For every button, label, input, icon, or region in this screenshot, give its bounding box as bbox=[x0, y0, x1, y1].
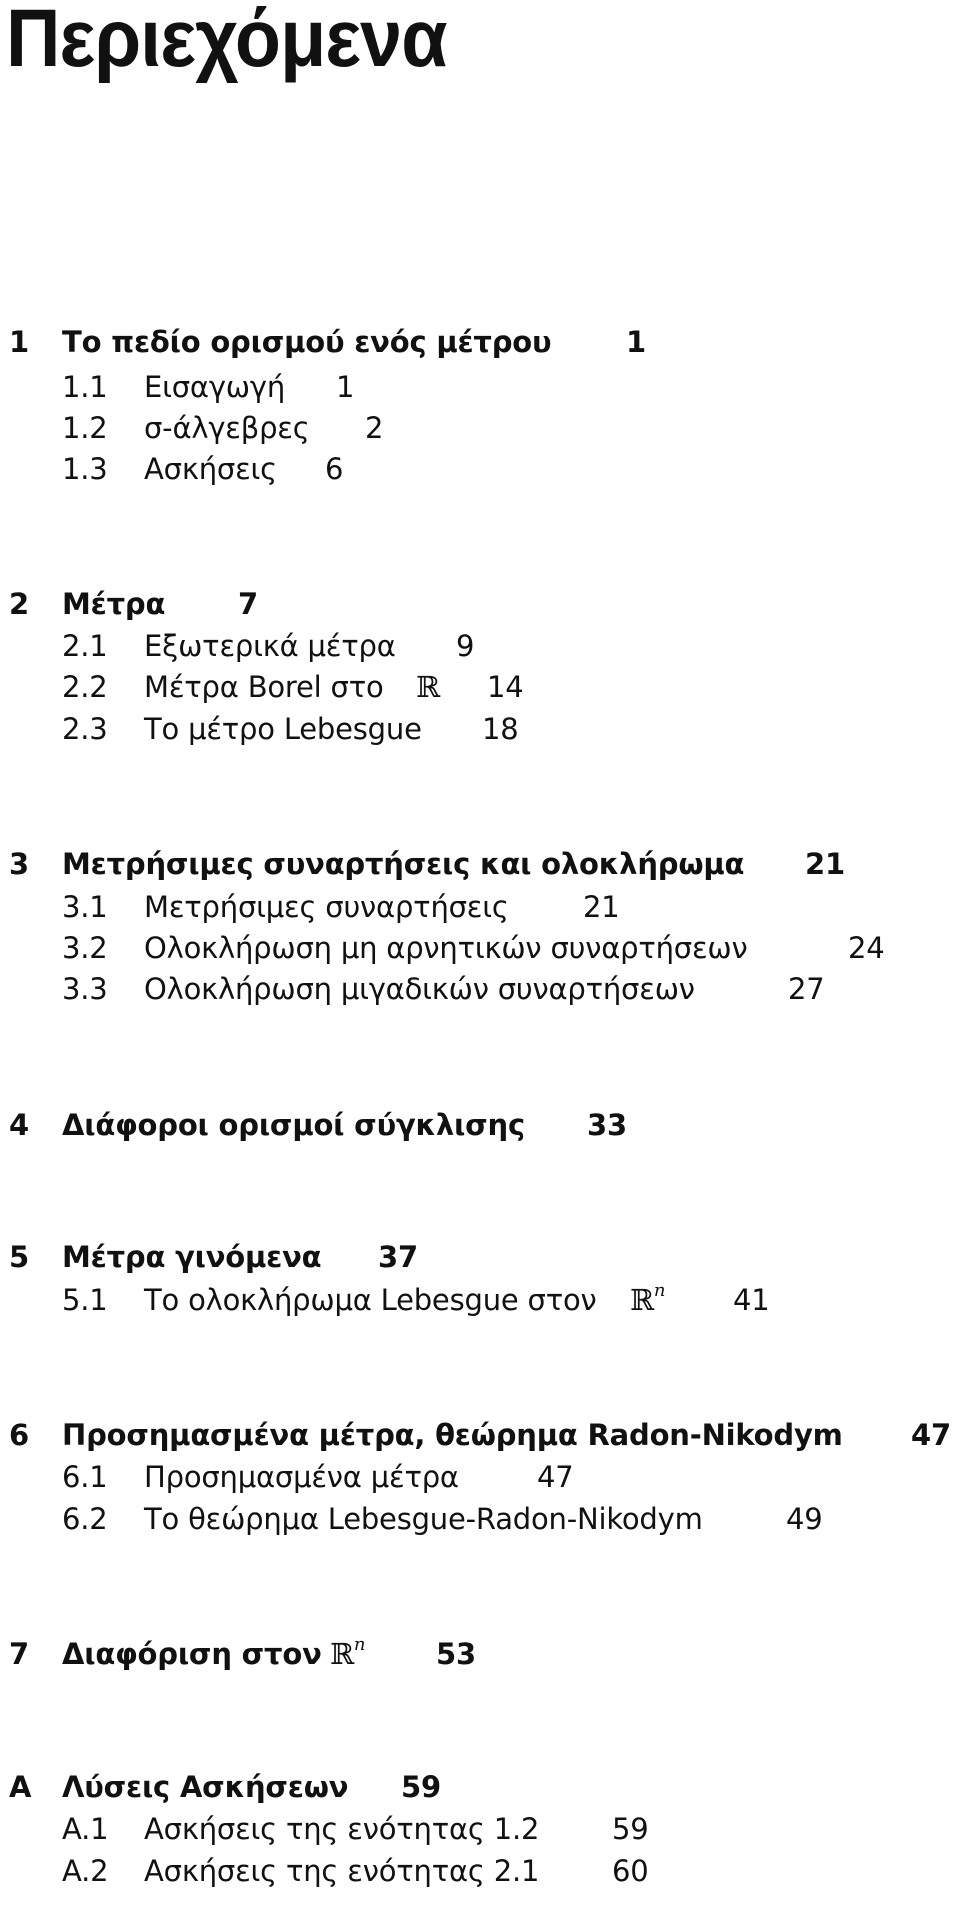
page-number: 59 bbox=[612, 1812, 649, 1846]
chapter-number: 1 bbox=[9, 325, 29, 359]
real-numbers-symbol: ℝ bbox=[416, 670, 440, 704]
chapter-title: Μετρήσιμες συναρτήσεις και ολοκλήρωμα bbox=[62, 847, 745, 881]
page-number: 9 bbox=[456, 629, 475, 663]
section-number: 3.3 bbox=[62, 972, 108, 1006]
section-title: Το θεώρημα Lebesgue-Radon-Nikodym bbox=[144, 1502, 703, 1536]
section-title: Ολοκλήρωση μιγαδικών συναρτήσεων bbox=[144, 972, 695, 1006]
page-number: 59 bbox=[401, 1770, 441, 1804]
section-number: 1.1 bbox=[62, 370, 108, 404]
page-number: 21 bbox=[583, 890, 620, 924]
chapter-number: 6 bbox=[9, 1418, 29, 1452]
section-title: Το μέτρο Lebesgue bbox=[144, 712, 422, 746]
page-number: 21 bbox=[805, 847, 845, 881]
chapter-title: Προσημασμένα μέτρα, θεώρημα Radon-Nikodym bbox=[62, 1418, 843, 1452]
page-number: 37 bbox=[378, 1240, 418, 1274]
superscript-n: n bbox=[353, 1634, 366, 1655]
section-title: Ασκήσεις της ενότητας 1.2 bbox=[144, 1812, 540, 1846]
chapter-number: 7 bbox=[9, 1637, 29, 1671]
chapter-title: Το πεδίο ορισμού ενός μέτρου bbox=[62, 325, 552, 359]
section-title: Μετρήσιμες συναρτήσεις bbox=[144, 890, 509, 924]
chapter-title: Μέτρα γινόμενα bbox=[62, 1240, 322, 1274]
section-number: 6.2 bbox=[62, 1502, 108, 1536]
page-number: 24 bbox=[848, 931, 885, 965]
page-number: 6 bbox=[325, 452, 344, 486]
page-number: 47 bbox=[537, 1460, 574, 1494]
page-number: 60 bbox=[612, 1854, 649, 1888]
section-title: Προσημασμένα μέτρα bbox=[144, 1460, 459, 1494]
section-number: A.2 bbox=[62, 1854, 109, 1888]
section-number: A.1 bbox=[62, 1812, 109, 1846]
section-number: 2.1 bbox=[62, 629, 108, 663]
page-number: 7 bbox=[238, 587, 258, 621]
page-number: 41 bbox=[733, 1283, 770, 1317]
section-number: 3.2 bbox=[62, 931, 108, 965]
page-title: Περιεχόμενα bbox=[6, 0, 447, 84]
real-numbers-symbol: ℝ$^n$ bbox=[630, 1280, 666, 1317]
section-number: 1.2 bbox=[62, 411, 108, 445]
section-title: Μέτρα Borel στο bbox=[144, 670, 384, 704]
page-number: 1 bbox=[626, 325, 646, 359]
chapter-title: Λύσεις Ασκήσεων bbox=[62, 1770, 349, 1804]
page-number: 33 bbox=[587, 1108, 627, 1142]
page-number: 14 bbox=[487, 670, 524, 704]
section-number: 2.3 bbox=[62, 712, 108, 746]
page-number: 2 bbox=[365, 411, 384, 445]
chapter-number: A bbox=[9, 1770, 32, 1804]
chapter-number: 4 bbox=[9, 1108, 29, 1142]
chapter-title: Διαφόριση στον bbox=[62, 1637, 322, 1671]
section-number: 5.1 bbox=[62, 1283, 108, 1317]
section-number: 1.3 bbox=[62, 452, 108, 486]
chapter-number: 5 bbox=[9, 1240, 29, 1274]
page-number: 27 bbox=[788, 972, 825, 1006]
section-number: 3.1 bbox=[62, 890, 108, 924]
chapter-title: Διάφοροι ορισμοί σύγκλισης bbox=[62, 1108, 525, 1142]
section-number: 6.1 bbox=[62, 1460, 108, 1494]
page-number: 1 bbox=[336, 370, 355, 404]
chapter-number: 2 bbox=[9, 587, 29, 621]
page-number: 18 bbox=[482, 712, 519, 746]
section-number: 2.2 bbox=[62, 670, 108, 704]
page-number: 49 bbox=[786, 1502, 823, 1536]
page-number: 47 bbox=[911, 1418, 951, 1452]
section-title: Εισαγωγή bbox=[144, 370, 286, 404]
page-number: 53 bbox=[436, 1637, 476, 1671]
chapter-number: 3 bbox=[9, 847, 29, 881]
section-title: Ολοκλήρωση μη αρνητικών συναρτήσεων bbox=[144, 931, 748, 965]
chapter-title: Μέτρα bbox=[62, 587, 166, 621]
real-numbers-symbol: ℝ$^n$ bbox=[330, 1634, 366, 1671]
superscript-n: n bbox=[653, 1280, 666, 1301]
section-title: σ-άλγεβρες bbox=[144, 411, 310, 445]
section-title: Ασκήσεις της ενότητας 2.1 bbox=[144, 1854, 540, 1888]
section-title: Το ολοκλήρωμα Lebesgue στον bbox=[144, 1283, 597, 1317]
section-title: Ασκήσεις bbox=[144, 452, 277, 486]
section-title: Εξωτερικά μέτρα bbox=[144, 629, 396, 663]
